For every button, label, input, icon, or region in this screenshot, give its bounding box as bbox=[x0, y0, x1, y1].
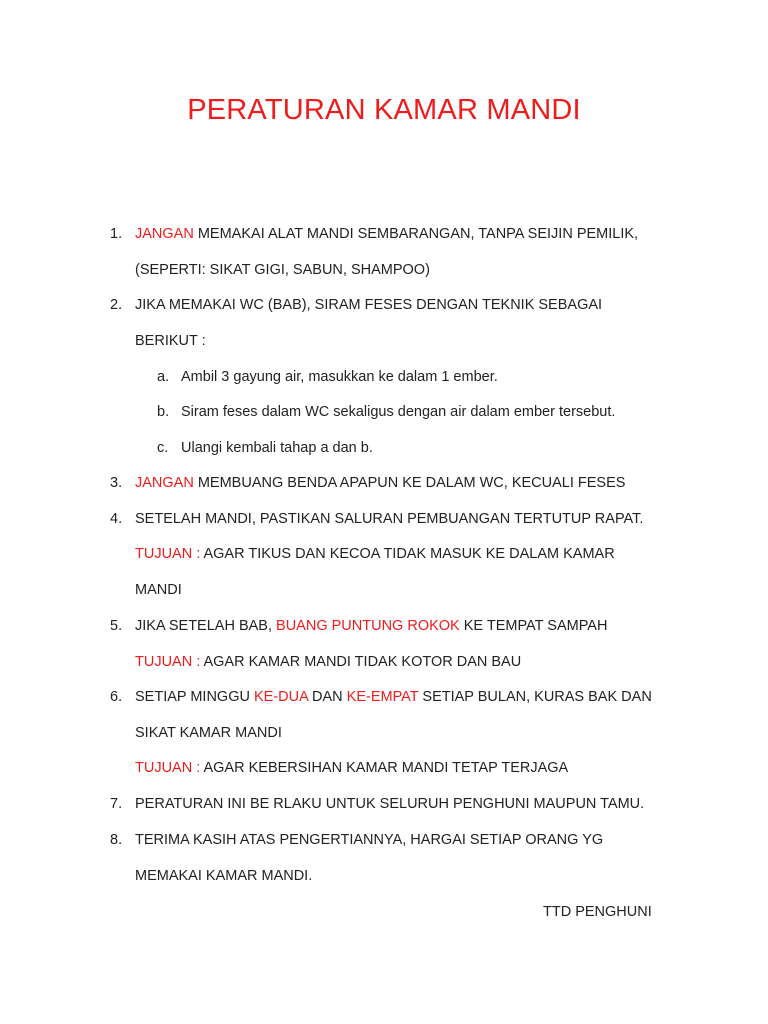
rule-text: SETIAP MINGGU bbox=[135, 689, 254, 705]
rule-text: KE TEMPAT SAMPAH bbox=[459, 618, 608, 634]
emphasis-text: BUANG PUNTUNG ROKOK bbox=[276, 618, 460, 634]
rule-text-line bbox=[135, 688, 652, 706]
rule-number: 6. bbox=[110, 689, 123, 705]
rule-text-line: PERATURAN INI BE RLAKU UNTUK SELURUH PENGHUNI MAUPUN TAMU. bbox=[135, 796, 645, 812]
rule-number: 4. bbox=[110, 511, 123, 527]
rule-text: MEMBUANG BENDA APAPUN KE DALAM WC, KECUALI FESES bbox=[193, 475, 626, 491]
purpose-text: AGAR KAMAR MANDI TIDAK KOTOR DAN BAU bbox=[200, 654, 522, 670]
step-text: Siram feses dalam WC sekaligus dengan air dalam ember tersebut. bbox=[181, 404, 616, 420]
emphasis-text: JANGAN bbox=[135, 475, 194, 491]
rule-text: DAN bbox=[307, 689, 347, 705]
purpose-line bbox=[135, 545, 615, 563]
purpose-line bbox=[135, 759, 568, 777]
rule-number: 2. bbox=[110, 297, 123, 313]
step-letter: c. bbox=[157, 440, 169, 456]
step-text: Ambil 3 gayung air, masukkan ke dalam 1 ember. bbox=[181, 369, 498, 385]
purpose-line bbox=[135, 653, 521, 671]
rule-text-line: SIKAT KAMAR MANDI bbox=[135, 725, 282, 741]
purpose-label: TUJUAN : bbox=[135, 546, 201, 562]
emphasis-text: KE-EMPAT bbox=[346, 689, 419, 705]
rule-text-line: MEMAKAI KAMAR MANDI. bbox=[135, 868, 313, 884]
rule-text-line bbox=[135, 474, 625, 492]
rule-text: SETIAP BULAN, KURAS BAK DAN bbox=[418, 689, 652, 705]
rule-text-line: (SEPERTI: SIKAT GIGI, SABUN, SHAMPOO) bbox=[135, 262, 430, 278]
rule-text-line bbox=[135, 617, 607, 635]
step-letter: a. bbox=[157, 369, 170, 385]
page-title: PERATURAN KAMAR MANDI bbox=[187, 94, 581, 126]
purpose-label: TUJUAN : bbox=[135, 654, 201, 670]
rule-number: 3. bbox=[110, 475, 123, 491]
signature-text: TTD PENGHUNI bbox=[543, 904, 652, 920]
rule-text-line: TERIMA KASIH ATAS PENGERTIANNYA, HARGAI SETIAP ORANG YG bbox=[135, 832, 604, 848]
rule-text-line: BERIKUT : bbox=[135, 333, 206, 349]
rule-number: 7. bbox=[110, 796, 123, 812]
purpose-text: AGAR TIKUS DAN KECOA TIDAK MASUK KE DALAM KAMAR bbox=[200, 546, 615, 562]
rule-number: 1. bbox=[110, 226, 123, 242]
emphasis-text: KE-DUA bbox=[253, 689, 308, 705]
rule-number: 8. bbox=[110, 832, 123, 848]
rule-text: MEMAKAI ALAT MANDI SEMBARANGAN, TANPA SEIJIN PEMILIK, bbox=[193, 226, 639, 242]
rule-text: JIKA SETELAH BAB, bbox=[135, 618, 277, 634]
purpose-label: TUJUAN : bbox=[135, 760, 201, 776]
rule-text-line bbox=[135, 225, 638, 243]
rule-text-line: SETELAH MANDI, PASTIKAN SALURAN PEMBUANGAN TERTUTUP RAPAT. bbox=[135, 511, 644, 527]
step-text: Ulangi kembali tahap a dan b. bbox=[181, 440, 373, 456]
rule-text-line: JIKA MEMAKAI WC (BAB), SIRAM FESES DENGAN TEKNIK SEBAGAI bbox=[135, 297, 603, 313]
rule-number: 5. bbox=[110, 618, 123, 634]
purpose-line: MANDI bbox=[135, 582, 182, 598]
step-letter: b. bbox=[157, 404, 170, 420]
emphasis-text: JANGAN bbox=[135, 226, 194, 242]
purpose-text: AGAR KEBERSIHAN KAMAR MANDI TETAP TERJAGA bbox=[200, 760, 569, 776]
